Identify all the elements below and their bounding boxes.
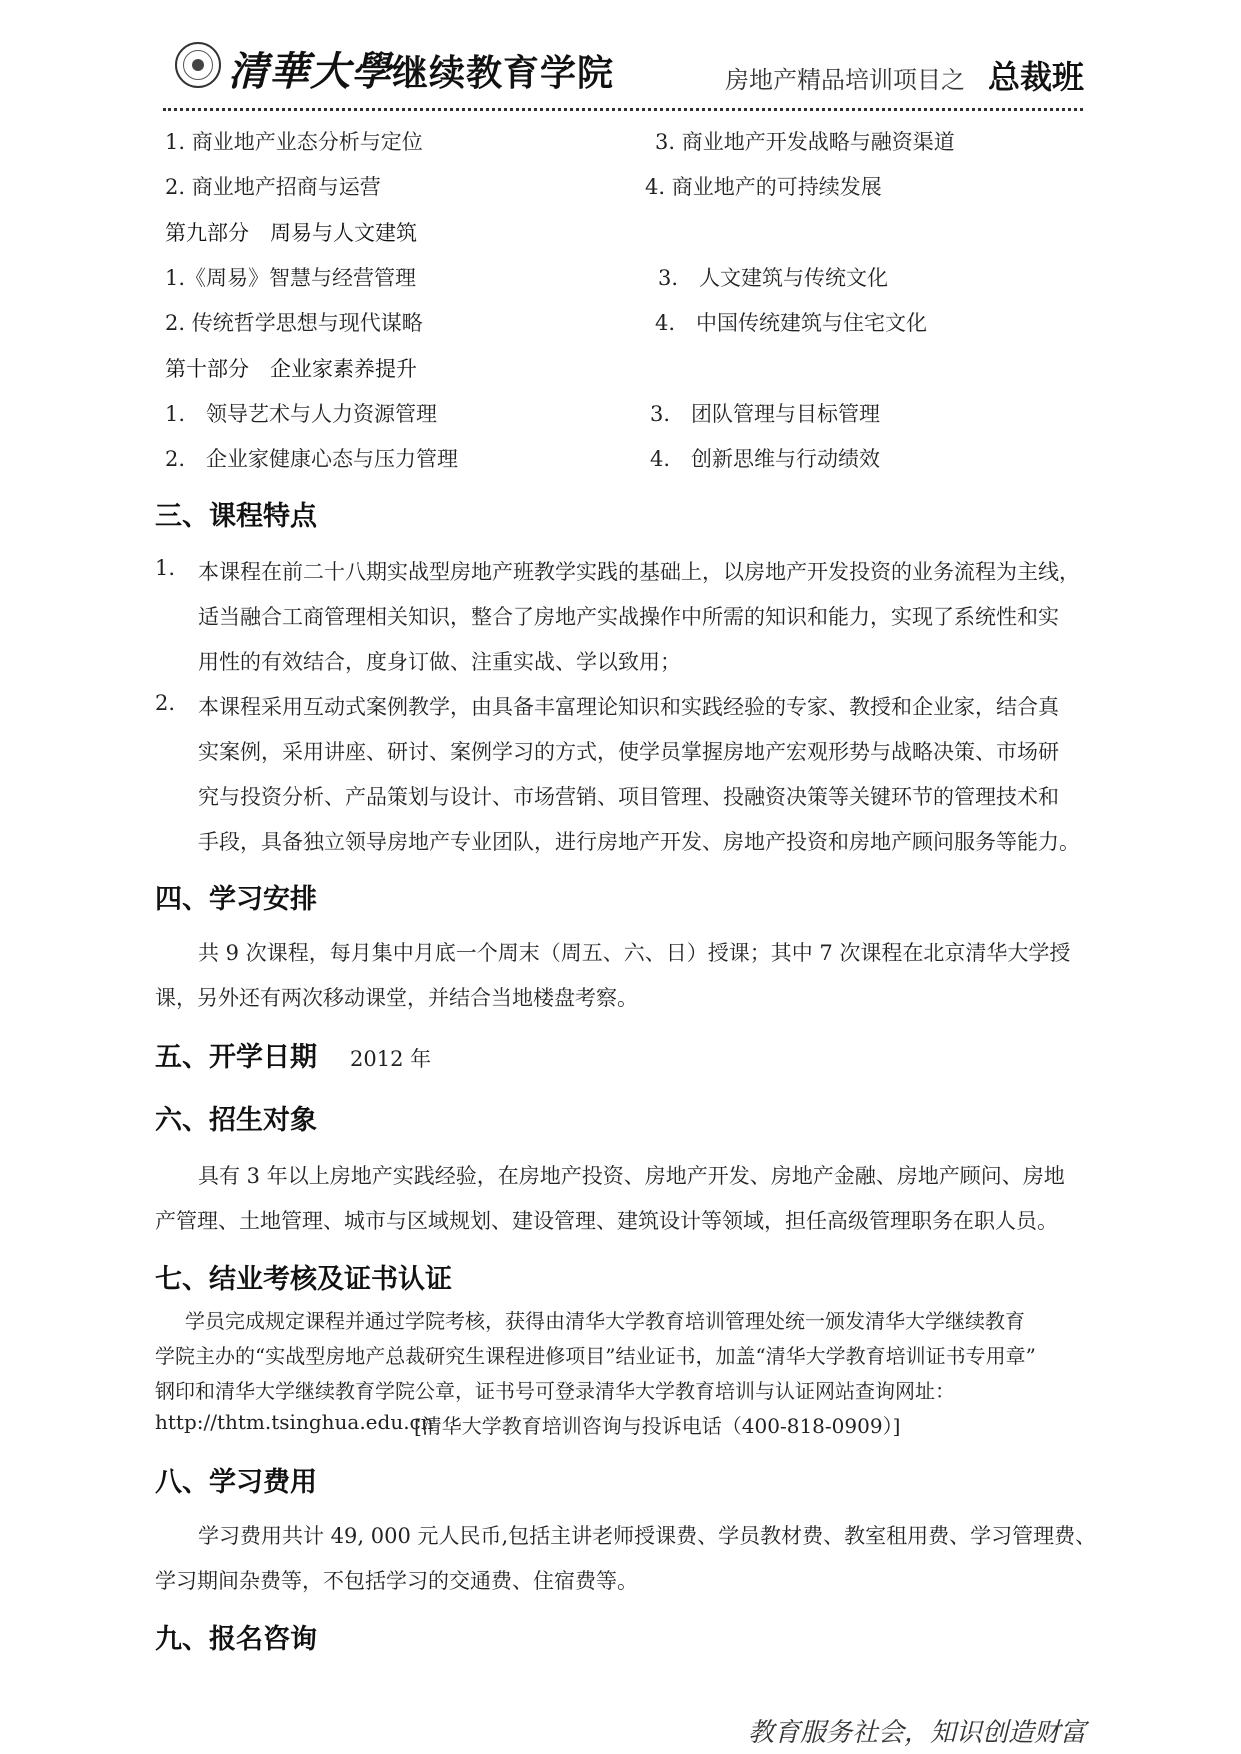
part10-item-4: 4. 创新思维与行动绩效	[650, 447, 881, 471]
header-project-prefix: 房地产精品培训项目之	[725, 66, 965, 94]
section-heading-enrollment: 九、报名咨询	[155, 1624, 317, 1655]
part10-item-3: 3. 团队管理与目标管理	[650, 402, 881, 426]
part8-item-4: 4. 商业地产的可持续发展	[645, 175, 882, 199]
logo-suffix: 继续教育学院	[392, 53, 615, 94]
part8-item-1: 1. 商业地产业态分析与定位	[165, 130, 423, 154]
part8-item-2: 2. 商业地产招商与运营	[165, 175, 381, 199]
admission-line-2: 产管理、土地管理、城市与区域规划、建设管理、建筑设计等领域，担任高级管理职务在职人员。	[155, 1209, 1058, 1233]
feature-1-line-2: 适当融合工商管理相关知识，整合了房地产实战操作中所需的知识和能力，实现了系统性和实	[198, 605, 1059, 629]
schedule-line-2: 课，另外还有两次移动课堂，并结合当地楼盘考察。	[155, 986, 638, 1010]
feature-2-line-2: 实案例，采用讲座、研讨、案例学习的方式，使学员掌握房地产宏观形势与战略决策、市场研	[198, 740, 1059, 764]
footer-slogan: 教育服务社会，知识创造财富	[747, 1718, 1086, 1748]
feature-2-line-3: 究与投资分析、产品策划与设计、市场营销、项目管理、投融资决策等关键环节的管理技术和	[198, 785, 1059, 809]
logo-calligraphy: 清華大學	[228, 48, 392, 95]
fees-line-1: 学习费用共计 49, 000 元人民币,包括主讲老师授课费、学员教材费、教室租用费、学习管理费、	[198, 1524, 1097, 1548]
part9-item-3: 3. 人文建筑与传统文化	[658, 266, 889, 290]
part9-item-2: 2. 传统哲学思想与现代谋略	[165, 311, 423, 335]
certificate-line-2: 学院主办的“实战型房地产总裁研究生课程进修项目”结业证书，加盖“清华大学教育培训证书专用章”	[155, 1344, 1036, 1368]
feature-1-line-1: 本课程在前二十八期实战型房地产班教学实践的基础上，以房地产开发投资的业务流程为主线，	[198, 560, 1080, 584]
section-heading-admission: 六、招生对象	[155, 1105, 317, 1136]
section-heading-fees: 八、学习费用	[155, 1467, 317, 1498]
feature-1-number: 1.	[155, 556, 176, 580]
feature-1-line-3: 用性的有效结合，度身订做、注重实战、学以致用；	[198, 650, 681, 674]
feature-2-line-4: 手段，具备独立领导房地产专业团队，进行房地产开发、房地产投资和房地产顾问服务等能力。	[198, 830, 1080, 854]
start-date-value: 2012 年	[350, 1047, 432, 1071]
part10-item-2: 2. 企业家健康心态与压力管理	[165, 447, 459, 471]
logo-text	[228, 40, 614, 97]
certificate-line-1: 学员完成规定课程并通过学院考核，获得由清华大学教育培训管理处统一颁发清华大学继续教育	[185, 1309, 1025, 1333]
part10-title: 第十部分 企业家素养提升	[165, 357, 417, 381]
part9-item-1: 1.《周易》智慧与经营管理	[165, 266, 417, 290]
section-heading-start-date: 五、开学日期	[155, 1042, 317, 1073]
certificate-url[interactable]: http://thtm.tsinghua.edu.cn	[155, 1410, 434, 1434]
part9-item-4: 4. 中国传统建筑与住宅文化	[655, 311, 928, 335]
section-heading-schedule: 四、学习安排	[155, 884, 317, 915]
part9-title: 第九部分 周易与人文建筑	[165, 221, 417, 245]
university-seal-logo	[175, 42, 221, 88]
part10-item-1: 1. 领导艺术与人力资源管理	[165, 402, 438, 426]
part8-item-3: 3. 商业地产开发战略与融资渠道	[655, 130, 955, 154]
header-divider	[163, 108, 1083, 111]
fees-line-2: 学习期间杂费等，不包括学习的交通费、住宿费等。	[155, 1569, 638, 1593]
section-heading-features: 三、课程特点	[155, 501, 317, 532]
schedule-line-1: 共 9 次课程，每月集中月底一个周末（周五、六、日）授课；其中 7 次课程在北京清华大学授	[198, 941, 1071, 965]
admission-line-1: 具有 3 年以上房地产实践经验，在房地产投资、房地产开发、房地产金融、房地产顾问、房地	[198, 1164, 1065, 1188]
feature-2-number: 2.	[155, 691, 176, 715]
certificate-line-3: 钢印和清华大学继续教育学院公章，证书号可登录清华大学教育培训与认证网站查询网址：	[155, 1379, 955, 1403]
feature-2-line-1: 本课程采用互动式案例教学，由具备丰富理论知识和实践经验的专家、教授和企业家，结合真	[198, 695, 1059, 719]
certificate-hotline: [清华大学教育培训咨询与投诉电话（400-818-0909）]	[414, 1414, 901, 1438]
section-heading-certificate: 七、结业考核及证书认证	[155, 1264, 452, 1295]
header-banner-title: 总裁班	[988, 58, 1085, 96]
